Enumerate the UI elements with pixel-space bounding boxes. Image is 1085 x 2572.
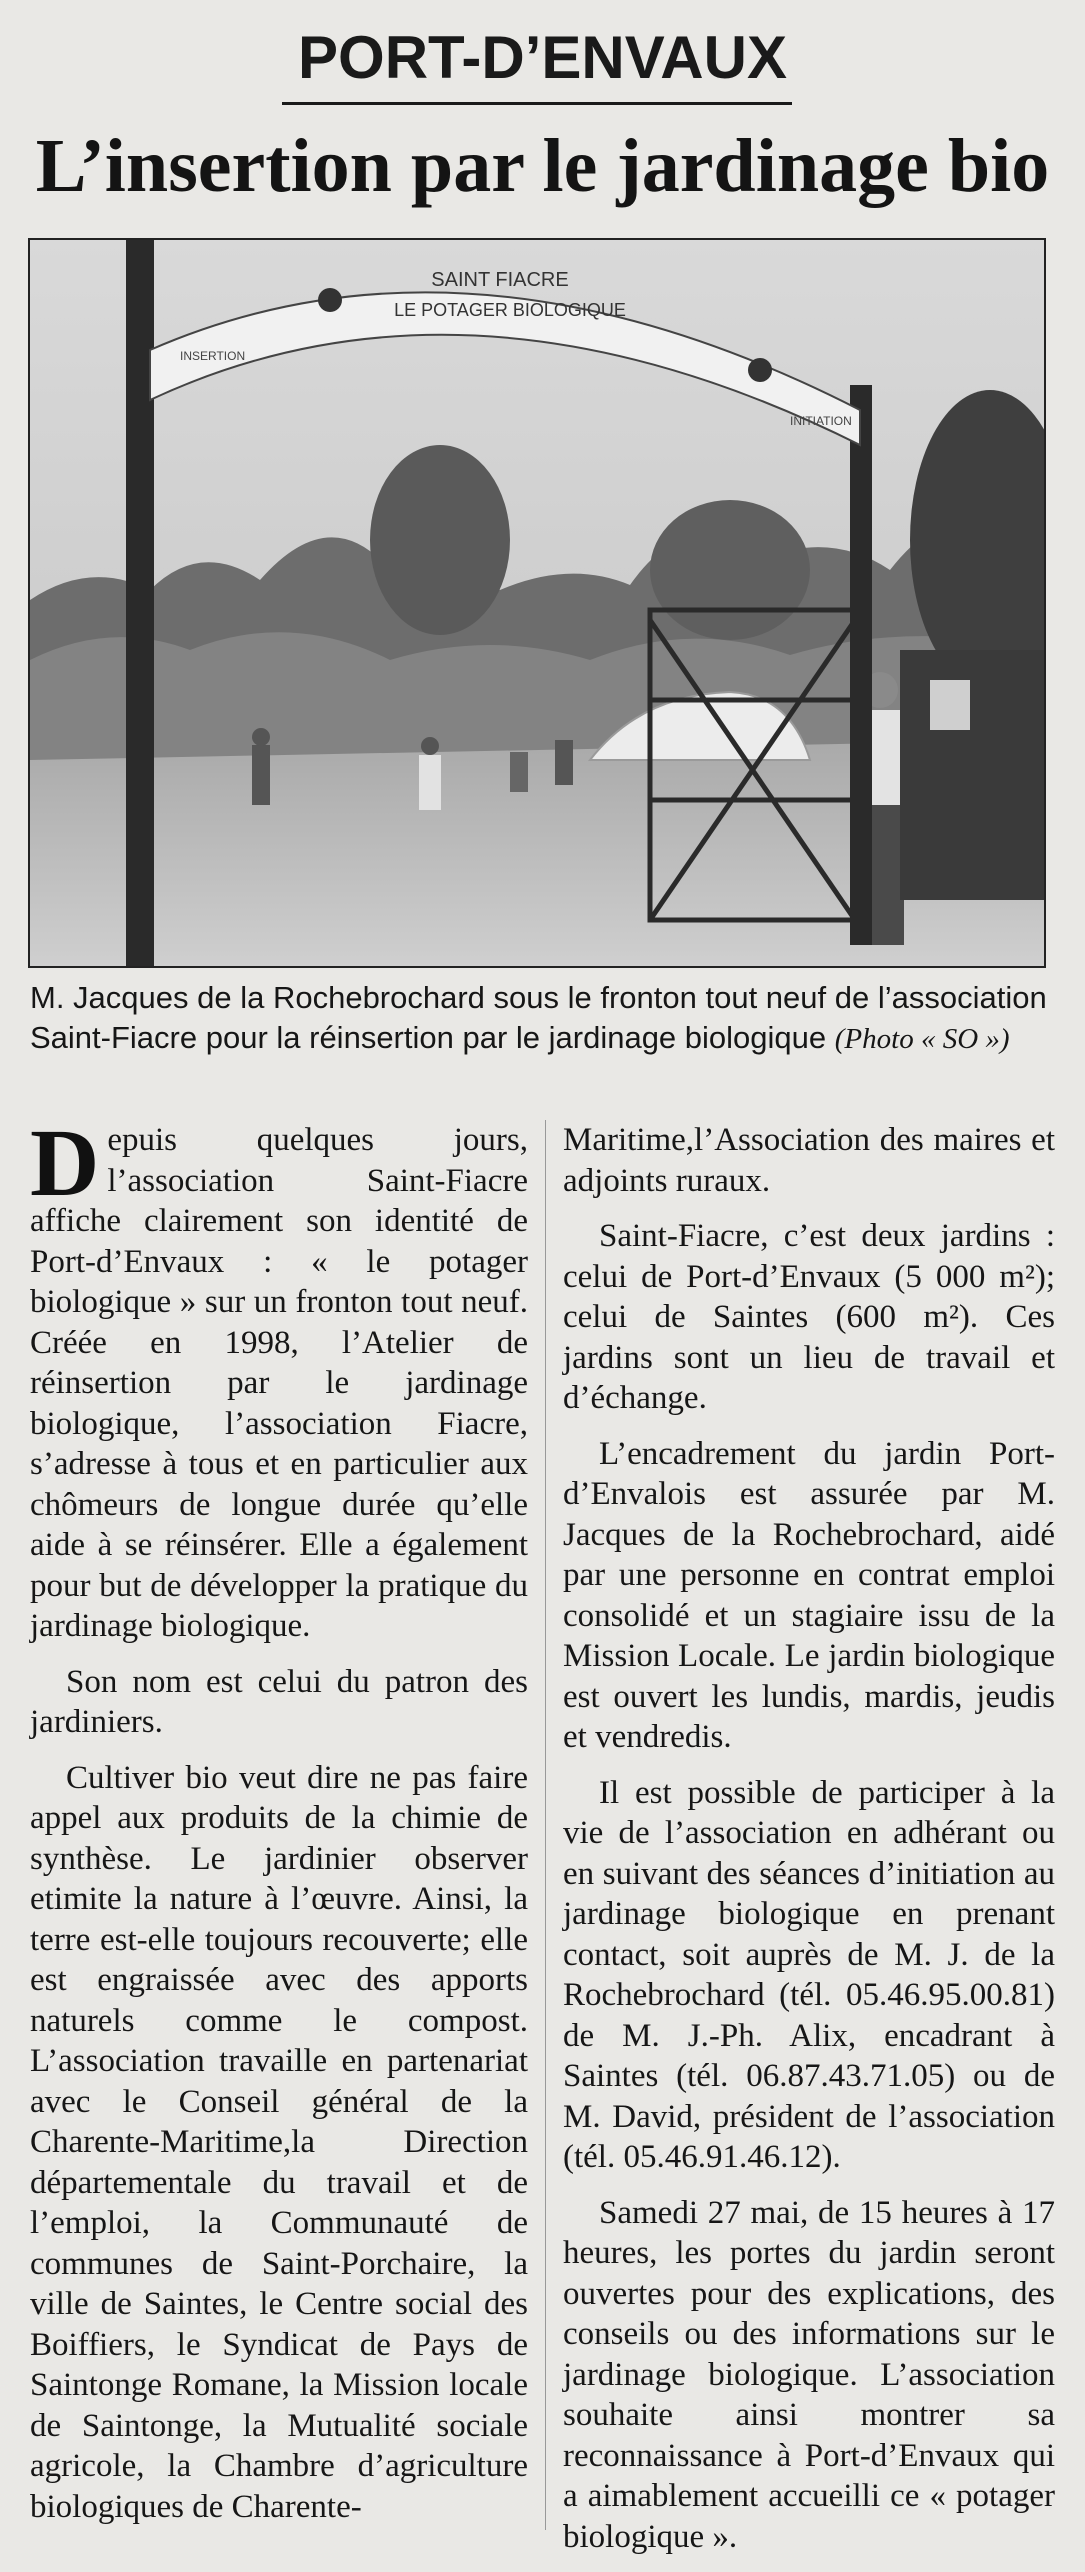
photo-credit: (Photo « SO ») <box>834 1023 1010 1055</box>
drop-cap: D <box>30 1109 100 1216</box>
arch-left-label: INSERTION <box>180 349 246 363</box>
paragraph: Son nom est celui du patron des jardiniers. <box>30 1663 528 1740</box>
photo-caption <box>30 978 1050 1059</box>
lead-text: epuis quelques jours, l’association Saint-Fiacre affiche clairement son identité de Port-d’Envaux : « le potager biologique » sur un fronton tout neuf. Créée en 1998, l’Atelier de réinsertion par le jardinage biologique, l’association Fiacre, s’adresse à tous et en particulier aux chômeurs de longue durée qu’elle aide à se réinsérer. Elle a également pour but de développer la pratique du jardinage biologique. <box>30 1122 528 1644</box>
section-kicker: PORT-D’ENVAUX <box>298 24 787 91</box>
arch-right-label: INITIATION <box>790 414 852 428</box>
paragraph: Cultiver bio veut dire ne pas faire appel aux produits de la chimie de synthèse. Le jardinier observer etimite la nature à l’œuvre. Ainsi, la terre est-elle toujours recouverte; elle est engraissée avec des apports naturels comme le compost. L’association travaille en partenariat avec le Conseil général de la Charente-Maritime,la Direction départementale du travail et de l’emploi, la Communauté de communes de Saint-Porchaire, la ville de Saintes, le Centre social des Boiffiers, le Syndicat de Pays de Saintonge Romane, la Mission locale de Saintonge, la Mutualité sociale agricole, la Chambre d’agriculture biologiques de Charente- <box>30 1759 528 2525</box>
article-column-left <box>30 1109 528 2542</box>
column-divider <box>545 1120 546 2530</box>
paragraph: Samedi 27 mai, de 15 heures à 17 heures, les portes du jardin seront ouvertes pour des explications, des conseils ou des informations sur le jardinage biologique. L’association souhaite ainsi montrer sa reconnaissance à Port-d’Envaux qui a aimablement accueilli ce « potager biologique ». <box>563 2194 1055 2555</box>
article-column-right <box>563 1120 1055 2572</box>
article-photo <box>28 238 1046 968</box>
paragraph: Saint-Fiacre, c’est deux jardins : celui de Port-d’Envaux (5 000 m²); celui de Saintes (600 m²). Ces jardins sont un lieu de travail et d’échange. <box>563 1218 1055 1416</box>
arch-title: SAINT FIACRE <box>431 269 569 291</box>
paragraph-lead <box>30 1109 528 1647</box>
paragraph: Il est possible de participer à la vie de l’association en adhérant ou en suivant des séances d’initiation au jardinage biologique en prenant contact, soit auprès de M. J. de la Rochebrochard (tél. 05.46.95.00.81) de M. J.-Ph. Alix, encadrant à Saintes (tél. 06.87.43.71.05) ou de M. David, président de l’association (tél. 05.46.91.46.12). <box>563 1774 1055 2175</box>
caption-text: M. Jacques de la Rochebrochard sous le fronton tout neuf de l’association Saint-Fiacre pour la réinsertion par le jardinage biologique <box>30 980 1047 1055</box>
kicker-underline <box>282 102 792 105</box>
article-headline: L’insertion par le jardinage bio <box>35 124 1050 208</box>
paragraph-continued: Maritime,l’Association des maires et adjoints ruraux. <box>563 1122 1055 1199</box>
arch-subtitle: LE POTAGER BIOLOGIQUE <box>394 300 626 320</box>
paragraph: L’encadrement du jardin Port-d’Envalois est assurée par M. Jacques de la Rochebrochard, aidé par une personne en contrat emploi consolidé et un stagiaire issu de la Mission Locale. Le jardin biologique est ouvert les lundis, mardis, jeudis et vendredis. <box>563 1435 1055 1755</box>
